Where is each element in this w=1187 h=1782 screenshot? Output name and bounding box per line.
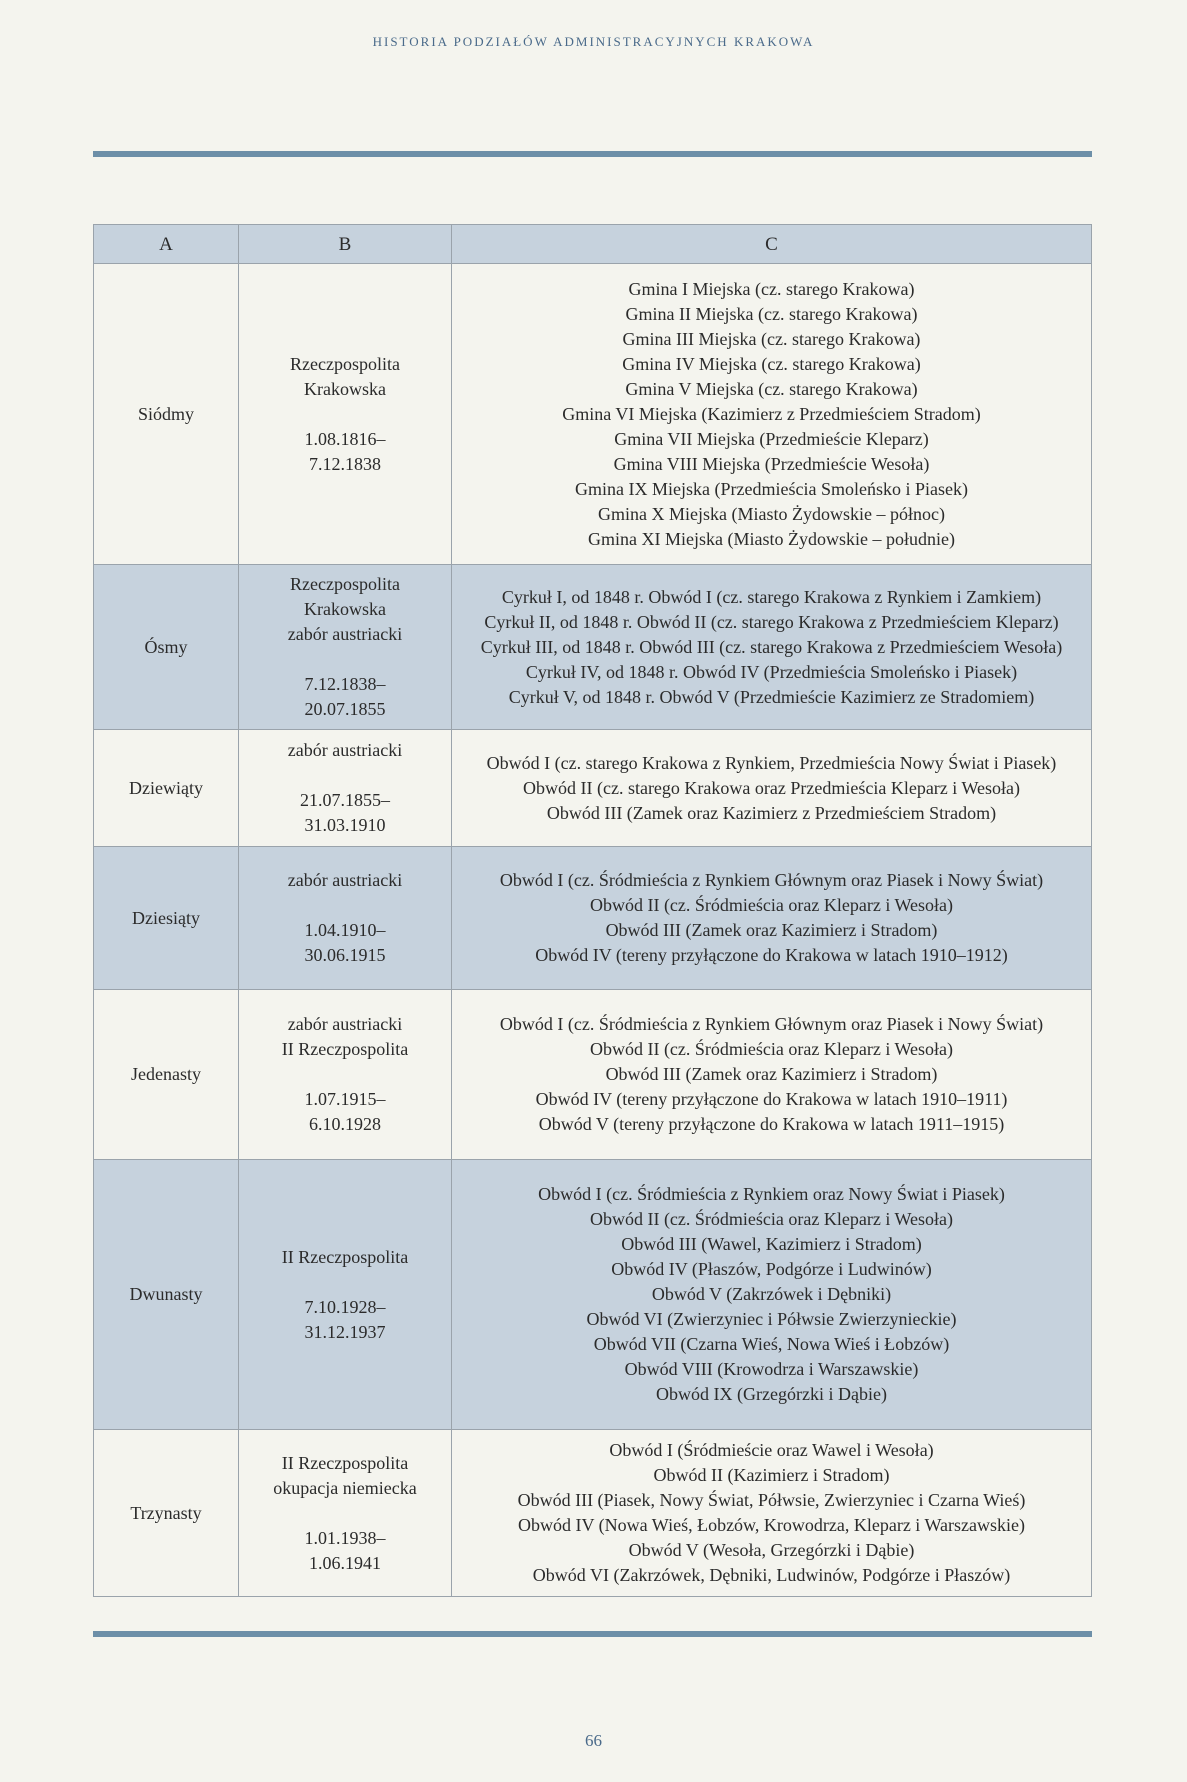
ordinal-cell: Ósmy	[94, 565, 239, 730]
state-cell	[239, 1160, 452, 1430]
state-cell	[239, 730, 452, 847]
division-line: Obwód II (cz. Śródmieścia oraz Kleparz i Wesoła)	[589, 1209, 954, 1229]
date-line: 1.01.1938–	[304, 1527, 386, 1548]
division-line: Obwód IV (tereny przyłączone do Krakowa w latach 1910–1912)	[535, 945, 1008, 965]
state-line: II Rzeczpospolita	[281, 1246, 409, 1267]
division-line: Obwód I (cz. Śródmieścia z Rynkiem Głównym oraz Piasek i Nowy Świat)	[499, 1014, 1044, 1034]
division-line: Obwód VIII (Krowodrza i Warszawskie)	[624, 1359, 919, 1379]
state-line: Krakowska	[304, 599, 386, 619]
table-header-row	[94, 225, 1092, 264]
state-cell	[239, 565, 452, 730]
date-line: 30.06.1915	[304, 945, 386, 965]
date-line: 7.10.1928–	[304, 1296, 386, 1317]
division-line: Cyrkuł II, od 1848 r. Obwód II (cz. starego Krakowa z Przedmieściem Kleparz)	[484, 611, 1059, 632]
division-line: Obwód IX (Grzegórzki i Dąbie)	[656, 1384, 887, 1404]
spacer	[245, 402, 445, 427]
table-row	[94, 730, 1092, 847]
division-line: Obwód IV (Płaszów, Podgórze i Ludwinów)	[611, 1259, 932, 1279]
state-cell	[239, 1430, 452, 1597]
column-header-a: A	[94, 225, 239, 264]
division-line: Obwód II (Kazimierz i Stradom)	[653, 1465, 890, 1485]
divisions-cell	[452, 730, 1092, 847]
division-line: Gmina III Miejska (cz. starego Krakowa)	[622, 328, 921, 349]
division-line: Obwód II (cz. Śródmieścia oraz Kleparz i Wesoła)	[589, 1039, 954, 1059]
ordinal-cell: Siódmy	[94, 264, 239, 565]
division-line: Cyrkuł V, od 1848 r. Obwód V (Przedmieście Kazimierz ze Stradomiem)	[508, 686, 1035, 707]
division-line: Cyrkuł III, od 1848 r. Obwód III (cz. starego Krakowa z Przedmieściem Wesoła)	[480, 636, 1063, 657]
table-row	[94, 565, 1092, 730]
division-line: Obwód IV (Nowa Wieś, Łobzów, Krowodrza, Kleparz i Warszawskie)	[517, 1515, 1025, 1535]
division-line: Gmina X Miejska (Miasto Żydowskie – północ)	[598, 503, 945, 524]
division-line: Obwód V (Wesoła, Grzegórzki i Dąbie)	[628, 1540, 915, 1560]
division-line: Gmina II Miejska (cz. starego Krakowa)	[625, 303, 918, 324]
divisions-cell	[452, 847, 1092, 990]
division-line: Obwód I (cz. Śródmieścia z Rynkiem oraz Nowy Świat i Piasek)	[538, 1184, 1005, 1204]
division-line: Obwód III (Zamek oraz Kazimierz i Stradom)	[605, 920, 938, 940]
table-row	[94, 990, 1092, 1160]
state-line: zabór austriacki	[287, 1014, 403, 1034]
ordinal-cell: Dziewiąty	[94, 730, 239, 847]
state-line: II Rzeczpospolita	[281, 1452, 409, 1473]
state-line: Krakowska	[304, 378, 386, 399]
date-line: 1.08.1816–	[304, 428, 386, 449]
state-cell	[239, 990, 452, 1160]
top-rule	[93, 151, 1092, 157]
division-line: Obwód V (Zakrzówek i Dębniki)	[651, 1284, 892, 1304]
running-head: HISTORIA PODZIAŁÓW ADMINISTRACYJNYCH KRAKOWA	[372, 34, 815, 49]
division-line: Obwód III (Zamek oraz Kazimierz i Stradom)	[605, 1064, 938, 1084]
ordinal-cell: Dziesiąty	[94, 847, 239, 990]
state-cell	[239, 264, 452, 565]
date-line: 7.12.1838	[309, 453, 381, 474]
division-line: Gmina V Miejska (cz. starego Krakowa)	[625, 378, 918, 399]
state-cell	[239, 847, 452, 990]
state-line: okupacja niemiecka	[273, 1477, 417, 1498]
division-line: Cyrkuł IV, od 1848 r. Obwód IV (Przedmieścia Smoleńsko i Piasek)	[525, 661, 1018, 682]
divisions-cell	[452, 264, 1092, 565]
ordinal-cell: Dwunasty	[94, 1160, 239, 1430]
division-line: Obwód III (Zamek oraz Kazimierz z Przedmieściem Stradom)	[546, 802, 997, 823]
date-line: 6.10.1928	[309, 1114, 381, 1134]
ordinal-cell: Jedenasty	[94, 990, 239, 1160]
state-line: Rzeczpospolita	[290, 574, 400, 594]
division-line: Gmina XI Miejska (Miasto Żydowskie – południe)	[588, 528, 955, 549]
division-line: Obwód VII (Czarna Wieś, Nowa Wieś i Łobzów)	[593, 1334, 950, 1354]
state-line: zabór austriacki	[287, 624, 403, 644]
date-line: 31.12.1937	[304, 1321, 386, 1342]
divisions-cell	[452, 565, 1092, 730]
division-line: Obwód V (tereny przyłączone do Krakowa w latach 1911–1915)	[538, 1114, 1005, 1134]
column-header-c: C	[452, 225, 1092, 264]
bottom-rule	[93, 1631, 1092, 1637]
state-line: zabór austriacki	[287, 870, 403, 890]
date-line: 1.07.1915–	[304, 1089, 386, 1109]
date-line: 21.07.1855–	[300, 790, 390, 810]
spacer	[245, 1062, 445, 1087]
table-row	[94, 1430, 1092, 1597]
date-line: 1.04.1910–	[304, 920, 386, 940]
division-line: Obwód I (cz. Śródmieścia z Rynkiem Głównym oraz Piasek i Nowy Świat)	[499, 870, 1044, 890]
division-line: Obwód III (Piasek, Nowy Świat, Półwsie, Zwierzyniec i Czarna Wieś)	[517, 1490, 1026, 1510]
divisions-table	[93, 224, 1092, 1597]
division-line: Gmina VI Miejska (Kazimierz z Przedmieściem Stradom)	[562, 403, 981, 424]
division-line: Obwód I (cz. starego Krakowa z Rynkiem, Przedmieścia Nowy Świat i Piasek)	[486, 752, 1057, 773]
division-line: Obwód VI (Zakrzówek, Dębniki, Ludwinów, Podgórze i Płaszów)	[532, 1565, 1011, 1585]
division-line: Obwód III (Wawel, Kazimierz i Stradom)	[621, 1234, 922, 1254]
date-line: 7.12.1838–	[304, 674, 386, 694]
division-line: Gmina I Miejska (cz. starego Krakowa)	[628, 278, 915, 299]
table-row	[94, 1160, 1092, 1430]
spacer	[245, 647, 445, 672]
spacer	[245, 1270, 445, 1295]
spacer	[245, 893, 445, 918]
page-number: 66	[585, 1731, 602, 1750]
division-line: Gmina IX Miejska (Przedmieścia Smoleńsko i Piasek)	[575, 478, 968, 499]
division-line: Obwód II (cz. starego Krakowa oraz Przedmieścia Kleparz i Wesoła)	[522, 777, 1020, 798]
date-line: 20.07.1855	[304, 699, 386, 719]
division-line: Obwód IV (tereny przyłączone do Krakowa w latach 1910–1911)	[535, 1089, 1008, 1109]
date-line: 1.06.1941	[309, 1552, 381, 1573]
state-line: II Rzeczpospolita	[281, 1039, 409, 1059]
division-line: Gmina IV Miejska (cz. starego Krakowa)	[622, 353, 921, 374]
ordinal-cell: Trzynasty	[94, 1430, 239, 1597]
state-line: zabór austriacki	[287, 740, 403, 760]
spacer	[245, 1501, 445, 1526]
state-line: Rzeczpospolita	[290, 353, 400, 374]
division-line: Gmina VII Miejska (Przedmieście Kleparz)	[614, 428, 929, 449]
divisions-cell	[452, 990, 1092, 1160]
division-line: Gmina VIII Miejska (Przedmieście Wesoła)	[613, 453, 930, 474]
divisions-cell	[452, 1160, 1092, 1430]
division-line: Cyrkuł I, od 1848 r. Obwód I (cz. starego Krakowa z Rynkiem i Zamkiem)	[501, 586, 1042, 607]
division-line: Obwód I (Śródmieście oraz Wawel i Wesoła)	[609, 1440, 934, 1460]
column-header-b: B	[239, 225, 452, 264]
table-row	[94, 264, 1092, 565]
date-line: 31.03.1910	[304, 815, 386, 835]
division-line: Obwód VI (Zwierzyniec i Półwsie Zwierzynieckie)	[586, 1309, 957, 1329]
division-line: Obwód II (cz. Śródmieścia oraz Kleparz i Wesoła)	[589, 895, 954, 915]
divisions-cell	[452, 1430, 1092, 1597]
spacer	[245, 763, 445, 788]
table-row	[94, 847, 1092, 990]
